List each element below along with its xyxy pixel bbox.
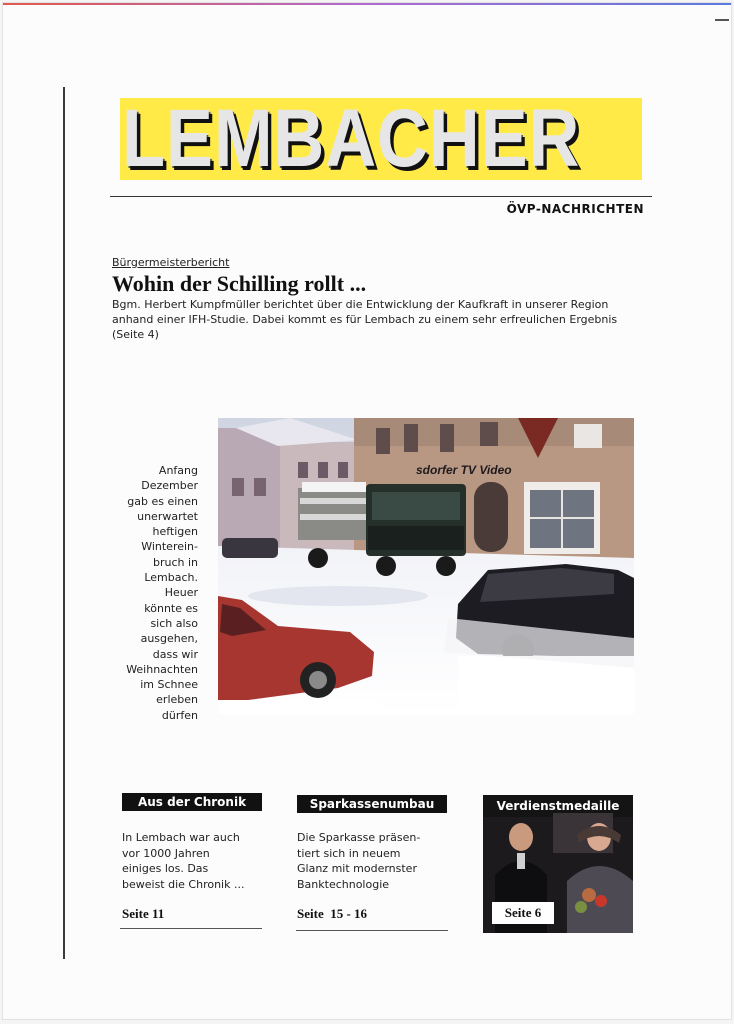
caption-line: bruch in	[152, 555, 198, 569]
sparkasse-rule	[296, 930, 448, 931]
article-teaser: Bgm. Herbert Kumpfmüller berichtet über die Entwicklung der Kaufkraft in unserer Region anhand einer IFH-Studie. Dabei kommt es für Lembach zu einem sehr erfreulichen Ergebnis (Seite 4)	[112, 298, 618, 341]
top-color-strip	[3, 3, 731, 5]
caption-line: im Schnee	[140, 678, 198, 692]
masthead-subtitle: ÖVP-NACHRICHTEN	[506, 202, 644, 216]
medaille-box-title: Verdienstmedaille	[496, 799, 620, 813]
caption-line: dass wir	[152, 647, 198, 661]
caption-line: unerwartet	[137, 509, 198, 523]
sparkasse-box-text	[297, 830, 457, 892]
caption-line: erleben	[156, 693, 198, 707]
medaille-box	[483, 795, 633, 933]
chronik-rule	[120, 928, 262, 929]
photo-caption	[104, 463, 198, 723]
masthead-rule	[110, 196, 652, 197]
chronik-box-title: Aus der Chronik	[122, 793, 262, 811]
sparkasse-page-ref: Seite 15 - 16	[297, 906, 368, 921]
caption-line: Anfang	[158, 464, 198, 477]
chronik-box-text	[122, 830, 272, 892]
caption-line: Heuer	[164, 586, 198, 600]
sparkasse-line: Die Sparkasse präsen-	[297, 831, 421, 844]
caption-line: gab es einen	[127, 494, 198, 508]
caption-line: heftigen	[152, 525, 198, 539]
chronik-line: einiges los. Das	[122, 862, 209, 875]
caption-line: Winterein-	[141, 540, 198, 554]
masthead-title: LEMBACHER	[122, 93, 581, 184]
sparkasse-line: Glanz mit modernster	[297, 862, 417, 875]
chronik-line: vor 1000 Jahren	[122, 846, 210, 860]
snow-street-illustration	[218, 418, 634, 714]
corner-mark	[715, 19, 729, 21]
caption-line: dürfen	[161, 708, 198, 722]
caption-line: ausgehen,	[140, 632, 198, 646]
sparkasse-line: Banktechnologie	[297, 877, 390, 891]
chronik-page-ref: Seite 11	[122, 906, 165, 921]
caption-line: sich also	[150, 616, 198, 630]
sparkasse-line: tiert sich in neuem	[297, 846, 401, 860]
margin-rule	[63, 87, 65, 959]
caption-line: Weihnachten	[126, 662, 198, 676]
snow-street-photo	[218, 418, 634, 714]
shop-sign: sdorfer TV Video	[416, 463, 512, 477]
chronik-line: beweist die Chronik ...	[122, 877, 245, 891]
caption-line: könnte es	[144, 601, 198, 615]
sparkasse-box-title: Sparkassenumbau	[297, 795, 447, 813]
chronik-line: In Lembach war auch	[122, 831, 240, 844]
article-headline: Wohin der Schilling rollt ...	[112, 271, 367, 296]
caption-line: Dezember	[141, 479, 198, 493]
caption-line: Lembach.	[144, 571, 198, 585]
medaille-page-ref: Seite 6	[492, 902, 554, 924]
article-kicker: Bürgermeisterbericht	[112, 256, 230, 269]
